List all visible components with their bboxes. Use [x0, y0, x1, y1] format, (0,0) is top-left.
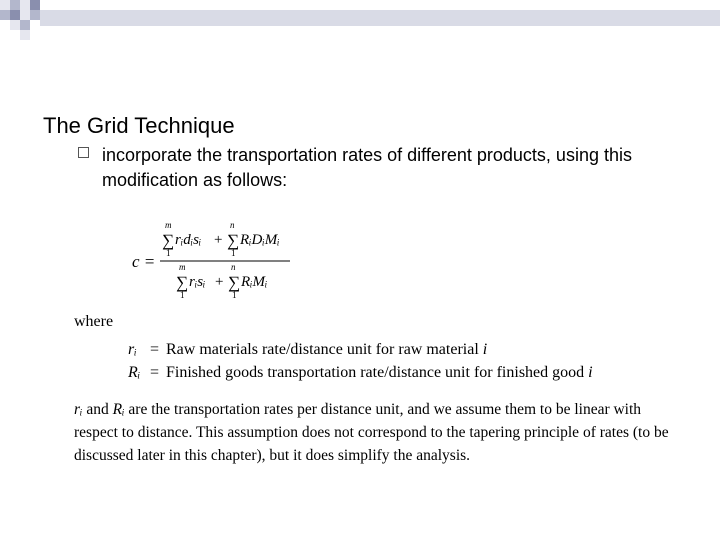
formula-lhs: c = [132, 252, 156, 271]
deco-square [10, 0, 20, 10]
definition-equals: = [150, 341, 160, 358]
definition-text: Raw materials rate/distance unit for raw material [166, 341, 483, 358]
definition-row [128, 364, 593, 382]
denominator-term-2: RᵢMᵢ [241, 274, 268, 290]
weighted-centroid-formula [132, 218, 332, 308]
note-connector: and [82, 401, 113, 418]
definition-symbol: Rᵢ [128, 364, 141, 381]
note-text: are the transportation rates per distance unit, and we assume them to be linear with respect to distance. This assumption does not correspond to the tapering principle of rates (to be discussed later in this chapter), but it does simplify the analysis. [74, 401, 669, 464]
sum-lower: 1 [166, 248, 171, 258]
definition-symbol: rᵢ [128, 341, 137, 358]
sum-lower: 1 [180, 290, 185, 300]
sum-upper: n [231, 262, 236, 272]
definition-variable: i [588, 364, 593, 381]
explanatory-paragraph [74, 398, 674, 467]
sum-upper: m [179, 262, 186, 272]
bullet-text: incorporate the transportation rates of different products, using this modification as follows: [102, 145, 632, 190]
sigma-symbol: ∑ [228, 273, 241, 292]
slide-title: The Grid Technique [43, 113, 235, 138]
numerator-term-2: RᵢDᵢMᵢ [240, 232, 280, 248]
definition-text: Finished goods transportation rate/distance unit for finished good [166, 364, 589, 381]
numerator-plus: + [214, 232, 223, 248]
deco-square [10, 20, 20, 30]
deco-square [30, 0, 40, 10]
header-decoration [0, 0, 720, 48]
definition-equals: = [150, 364, 160, 381]
sigma-symbol: ∑ [176, 273, 189, 292]
deco-square [20, 10, 30, 20]
header-band [40, 10, 720, 26]
deco-square [0, 0, 10, 10]
note-symbol: rᵢ [74, 401, 83, 418]
note-symbol: Rᵢ [112, 401, 125, 418]
deco-square [0, 10, 10, 20]
definition-row [128, 341, 487, 359]
deco-square [30, 10, 40, 20]
denominator-plus: + [215, 274, 224, 290]
sum-upper: m [165, 220, 172, 230]
sigma-symbol: ∑ [162, 231, 175, 250]
hollow-square-bullet-icon [78, 147, 89, 158]
definition-variable: i [482, 341, 488, 358]
denominator-term-1: rᵢsᵢ [189, 274, 206, 290]
deco-square [20, 20, 30, 30]
sum-lower: 1 [231, 248, 236, 258]
deco-square [20, 30, 30, 40]
sum-lower: 1 [232, 290, 237, 300]
deco-square [20, 0, 30, 10]
sum-upper: n [230, 220, 235, 230]
deco-square [10, 10, 20, 20]
sigma-symbol: ∑ [227, 231, 240, 250]
numerator-term-1: rᵢdᵢsᵢ [175, 232, 202, 248]
where-label: where [74, 313, 114, 330]
